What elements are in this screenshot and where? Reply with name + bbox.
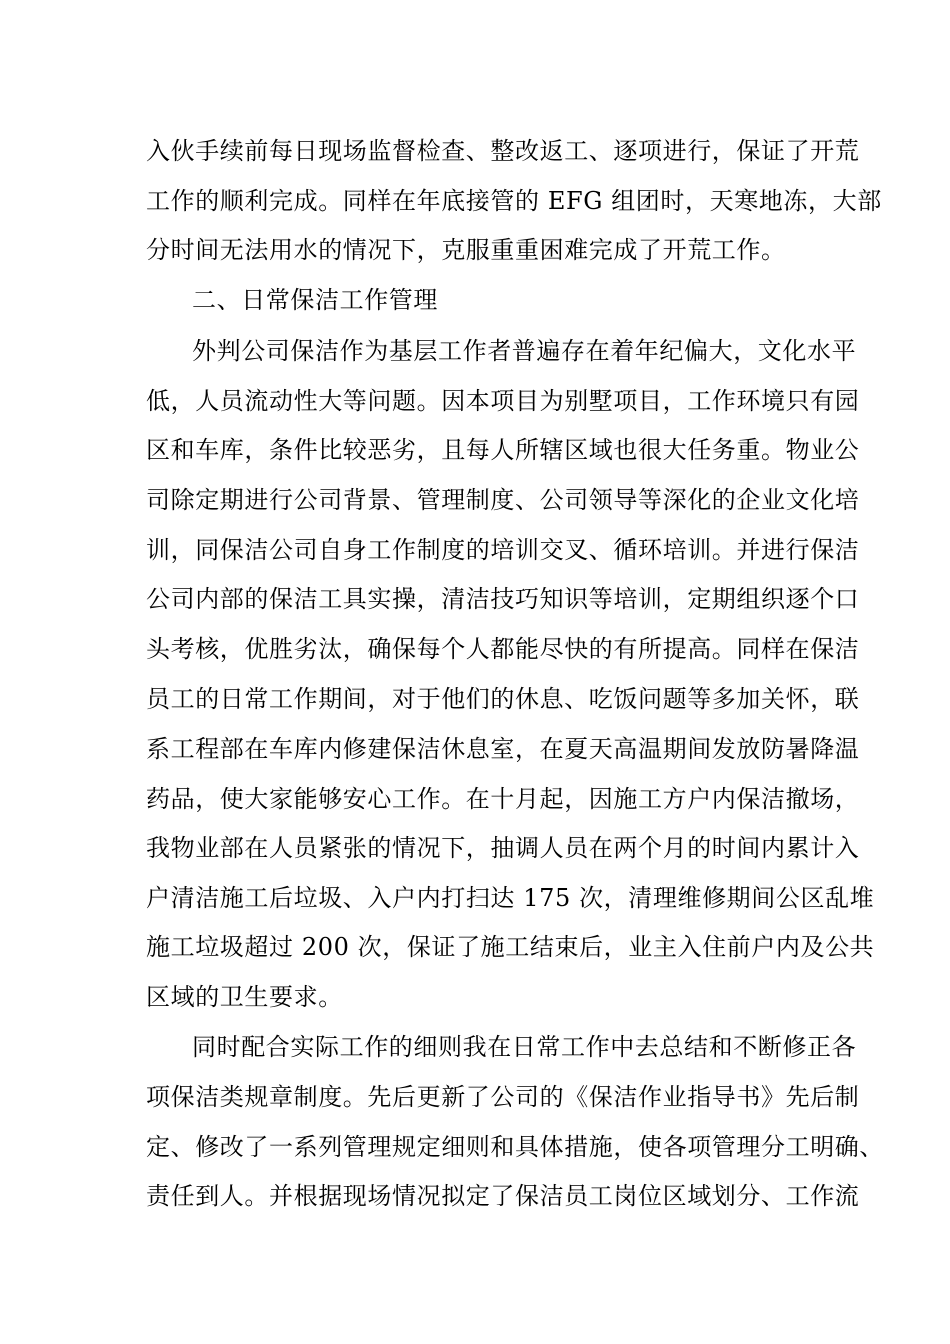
paragraph-line: 项保洁类规章制度。先后更新了公司的《保洁作业指导书》先后制 <box>146 1083 860 1111</box>
paragraph-line: 药品，使大家能够安心工作。在十月起，因施工方户内保洁撤场， <box>146 785 860 813</box>
section-heading: 二、日常保洁工作管理 <box>192 286 438 314</box>
paragraph-line: 区域的卫生要求。 <box>146 983 343 1011</box>
paragraph-line: 责任到人。并根据现场情况拟定了保洁员工岗位区域划分、工作流 <box>146 1182 860 1210</box>
paragraph-line: 户清洁施工后垃圾、入户内打扫达 175 次，清理维修期间公区乱堆 <box>146 884 875 912</box>
paragraph-line: 工作的顺利完成。同样在年底接管的 EFG 组团时，天寒地冻，大部 <box>146 187 882 215</box>
paragraph-line: 分时间无法用水的情况下，克服重重困难完成了开荒工作。 <box>146 236 786 264</box>
paragraph-line: 系工程部在车库内修建保洁休息室，在夏天高温期间发放防暑降温 <box>146 735 860 763</box>
paragraph-line: 司除定期进行公司背景、管理制度、公司领导等深化的企业文化培 <box>146 486 860 514</box>
paragraph-line: 我物业部在人员紧张的情况下，抽调人员在两个月的时间内累计入 <box>146 834 860 862</box>
paragraph-line: 外判公司保洁作为基层工作者普遍存在着年纪偏大，文化水平 <box>192 337 857 365</box>
paragraph-line: 训，同保洁公司自身工作制度的培训交叉、循环培训。并进行保洁 <box>146 536 860 564</box>
paragraph-line: 员工的日常工作期间，对于他们的休息、吃饭问题等多加关怀，联 <box>146 685 860 713</box>
paragraph-line: 定、修改了一系列管理规定细则和具体措施，使各项管理分工明确、 <box>146 1133 884 1161</box>
paragraph-line: 同时配合实际工作的细则我在日常工作中去总结和不断修正各 <box>192 1033 857 1061</box>
paragraph-line: 施工垃圾超过 200 次，保证了施工结束后，业主入住前户内及公共 <box>146 933 875 961</box>
paragraph-line: 头考核，优胜劣汰，确保每个人都能尽快的有所提高。同样在保洁 <box>146 635 860 663</box>
paragraph-line: 公司内部的保洁工具实操，清洁技巧知识等培训，定期组织逐个口 <box>146 585 860 613</box>
paragraph-line: 区和车库，条件比较恶劣，且每人所辖区域也很大任务重。物业公 <box>146 436 860 464</box>
paragraph-line: 低，人员流动性大等问题。因本项目为别墅项目，工作环境只有园 <box>146 387 860 415</box>
paragraph-line: 入伙手续前每日现场监督检查、整改返工、逐项进行，保证了开荒 <box>146 137 860 165</box>
